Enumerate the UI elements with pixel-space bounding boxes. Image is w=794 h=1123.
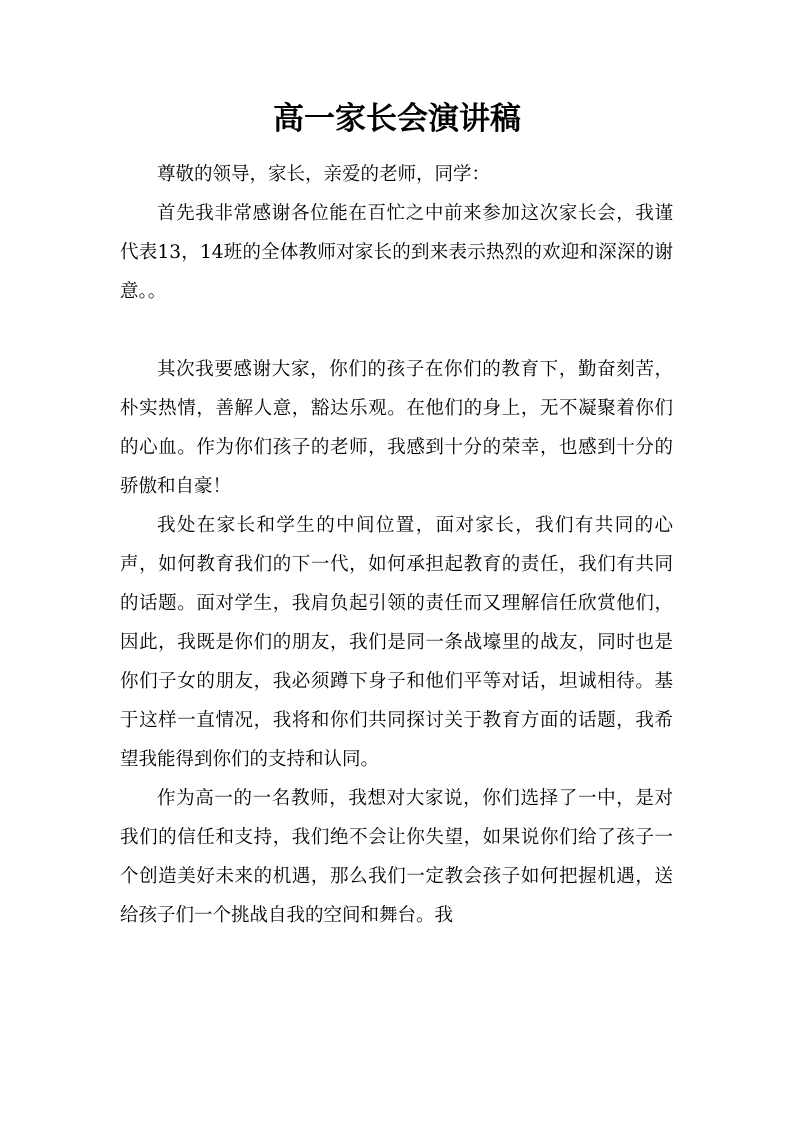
salutation-paragraph: 尊敬的领导，家长，亲爱的老师，同学： <box>157 164 491 185</box>
thanks-paragraph: 其次我要感谢大家，你们的孩子在你们的教育下，勤奋刻苦，朴实热情，善解人意，豁达乐观。在他们的身上，无不凝聚着你们的心血。作为你们孩子的老师，我感到十分的荣幸，也感到十分的骄傲和自豪！ <box>120 359 673 497</box>
role-paragraph: 我处在家长和学生的中间位置，面对家长，我们有共同的心声，如何教育我们的下一代，如何承担起教育的责任，我们有共同的话题。面对学生，我肩负起引领的责任而又理解信任欣赏他们，因此，我既是你们的朋友，我们是同一条战壕里的战友，同时也是你们子女的朋友，我必须蹲下身子和他们平等对话，坦诚相待。基于这样一直情况，我将和你们共同探讨关于教育方面的话题，我希望我能得到你们的支持和认同。 <box>120 515 673 770</box>
commitment-paragraph: 作为高一的一名教师，我想对大家说，你们选择了一中，是对我们的信任和支持，我们绝不会让你失望，如果说你们给了孩子一个创造美好未来的机遇，那么我们一定教会孩子如何把握机遇，送给孩子们一个挑战自我的空间和舞台。我 <box>120 788 673 926</box>
document-body <box>120 155 673 935</box>
blank-line <box>120 311 673 350</box>
document-title: 高一家长会演讲稿 <box>273 101 521 137</box>
welcome-paragraph: 首先我非常感谢各位能在百忙之中前来参加这次家长会，我谨代表13，14班的全体教师对家长的到来表示热烈的欢迎和深深的谢意。。 <box>120 203 673 302</box>
